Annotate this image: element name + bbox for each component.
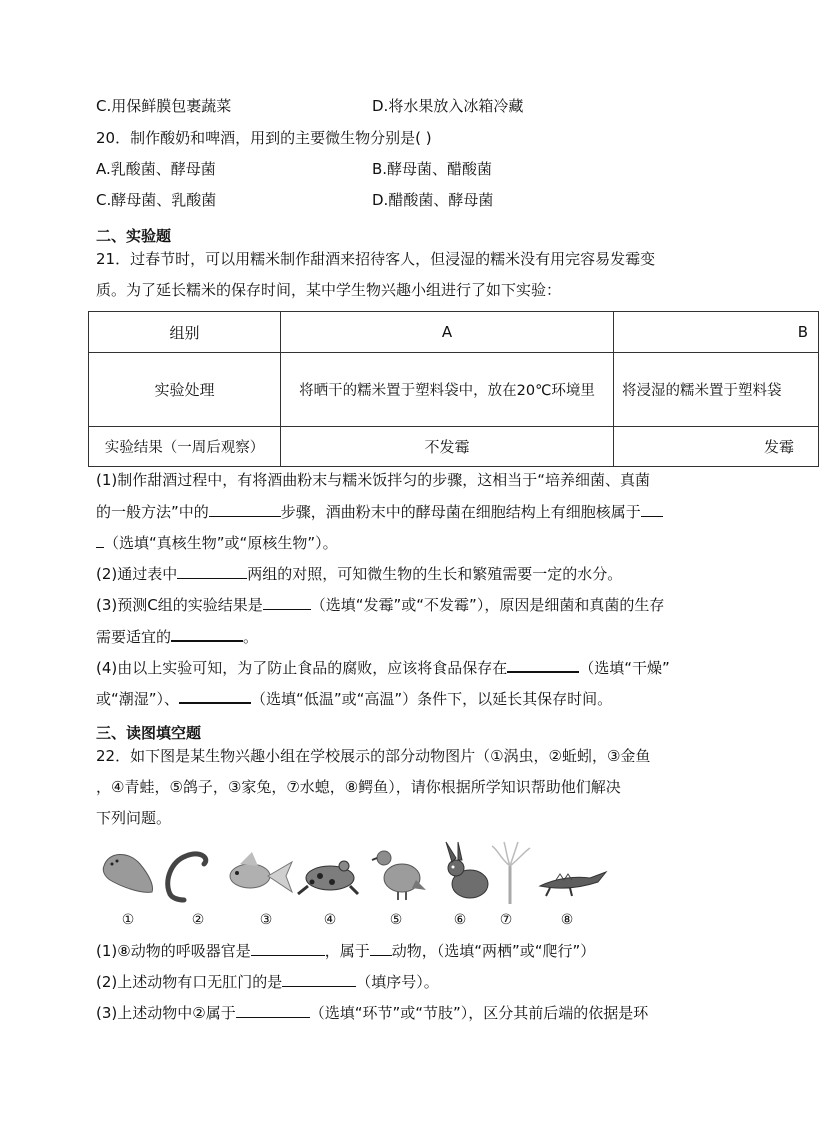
q22-p1-text-a: (1)⑧动物的呼吸器官是 [96, 942, 251, 960]
pigeon-icon [372, 851, 426, 900]
q20-option-a: A.乳酸菌、酵母菌 [96, 160, 216, 178]
q21-p4-line2 [96, 686, 612, 710]
q21-p3-line2 [96, 624, 258, 648]
q21-p4-text-a: (4)由以上实验可知，为了防止食品的腐败，应该将食品保存在 [96, 659, 508, 677]
q22-intro-line2: ，④青蛙，⑤鸽子，③家兔，⑦水螅，⑧鳄鱼），请你根据所学知识帮助他们解决 [96, 778, 621, 796]
q22-p3 [96, 1001, 648, 1024]
q19-option-d: D.将水果放入冰箱冷藏 [372, 97, 524, 115]
q21-intro-line2: 质。为了延长糯米的保存时间，某中学生物兴趣小组进行了如下实验： [96, 281, 562, 299]
experiment-table [88, 311, 819, 467]
q21-p2-text-b: 两组的对照，可知微生物的生长和繁殖需要一定的水分。 [247, 565, 623, 583]
q22-p3-text-b: （选填“环节”或“节肢”），区分其前后端的依据是环 [309, 1004, 649, 1022]
table-header-b: B [614, 312, 819, 353]
planarian-icon [103, 854, 152, 892]
q22-p3-text-a: (3)上述动物中②属于 [96, 1004, 236, 1022]
answer-blank[interactable] [96, 531, 104, 548]
q21-p1-text-a: 的一般方法”中的 [96, 503, 209, 521]
q21-p4-text-d: （选填“低温”或“高温”）条件下，以延长其保存时间。 [251, 690, 613, 708]
q21-p1-line2 [96, 500, 663, 523]
q21-p1-text-b: 步骤，酒曲粉末中的酵母菌在细胞结构上有细胞核属于 [280, 503, 641, 521]
q22-p1 [96, 939, 595, 962]
q22-p1-text-c: 动物，（选填“两栖”或“爬行”） [391, 942, 596, 960]
table-row-result [89, 427, 819, 467]
frog-icon [298, 861, 358, 894]
q21-p3-text-d: 。 [243, 628, 259, 646]
animal-label-8: ⑧ [560, 912, 574, 928]
q21-p1-text-c: （选填“真核生物”或“原核生物”）。 [104, 534, 338, 552]
q20-option-c: C.酵母菌、乳酸菌 [96, 191, 217, 209]
answer-blank[interactable] [251, 939, 325, 956]
answer-blank[interactable] [263, 593, 311, 610]
q21-p4-line1 [96, 655, 670, 679]
answer-blank[interactable] [179, 686, 251, 704]
q20-option-d: D.醋酸菌、酵母菌 [372, 191, 494, 209]
table-header-row [89, 312, 819, 353]
animal-label-7: ⑦ [499, 912, 513, 928]
animal-label-5: ⑤ [389, 912, 403, 928]
animal-label-2: ② [191, 912, 205, 928]
animal-pictures [100, 842, 610, 906]
q22-intro-line3: 下列问题。 [96, 809, 172, 827]
table-cell-result-b: 发霉 [614, 427, 819, 467]
animal-label-1: ① [121, 912, 135, 928]
q21-p3-line1 [96, 593, 664, 616]
q21-p1-line3 [96, 531, 338, 554]
q22-p2-text-a: (2)上述动物有口无肛门的是 [96, 973, 283, 991]
section-heading-reading: 三、读图填空题 [96, 724, 202, 742]
q22-p1-text-b: ，属于 [324, 942, 370, 960]
answer-blank[interactable] [177, 562, 247, 579]
q21-p3-text-c: 需要适宜的 [96, 628, 172, 646]
table-cell-result-label: 实验结果（一周后观察） [89, 427, 281, 467]
answer-blank[interactable] [209, 500, 281, 517]
table-cell-treatment-b: 将浸湿的糯米置于塑料袋 [614, 353, 819, 427]
q21-p1-line1: (1)制作甜酒过程中，有将酒曲粉末与糯米饭拌匀的步骤，这相当于“培养细菌、真菌 [96, 471, 651, 489]
answer-blank[interactable] [507, 655, 579, 673]
crocodile-icon [540, 872, 606, 896]
answer-blank[interactable] [236, 1001, 310, 1018]
answer-blank[interactable] [641, 500, 663, 517]
q21-p4-text-c: 或“潮湿”）、 [96, 690, 180, 708]
q22-intro-line1: 22．如下图是某生物兴趣小组在学校展示的部分动物图片（①涡虫，②蚯蚓，③金鱼 [96, 747, 651, 765]
answer-blank[interactable] [370, 939, 392, 956]
q21-intro-line1: 21．过春节时，可以用糯米制作甜酒来招待客人，但浸湿的糯米没有用完容易发霉变 [96, 250, 656, 268]
animal-label-3: ③ [259, 912, 273, 928]
q21-p2 [96, 562, 622, 585]
table-cell-result-a: 不发霉 [281, 427, 614, 467]
hydra-icon [492, 842, 530, 904]
q21-p3-text-a: (3)预测C组的实验结果是 [96, 596, 263, 614]
table-cell-treatment-a: 将晒干的糯米置于塑料袋中，放在20℃环境里 [281, 353, 614, 427]
q22-p2 [96, 970, 439, 993]
table-header-group: 组别 [89, 312, 281, 353]
q20-stem: 20．制作酸奶和啤酒，用到的主要微生物分别是( ) [96, 129, 432, 147]
table-header-a: A [281, 312, 614, 353]
q21-p4-text-b: （选填“干燥” [579, 659, 670, 677]
section-heading-experiment: 二、实验题 [96, 227, 172, 245]
q22-p2-text-b: （填序号）。 [356, 973, 439, 991]
animal-label-4: ④ [323, 912, 337, 928]
table-row-treatment [89, 353, 819, 427]
animal-label-6: ⑥ [453, 912, 467, 928]
table-cell-treatment-label: 实验处理 [89, 353, 281, 427]
answer-blank[interactable] [171, 624, 243, 642]
rabbit-icon [446, 842, 488, 898]
earthworm-icon [168, 854, 206, 900]
q20-option-b: B.酵母菌、醋酸菌 [372, 160, 493, 178]
goldfish-icon [230, 852, 292, 892]
answer-blank[interactable] [282, 970, 356, 987]
q19-option-c: C.用保鲜膜包裹蔬菜 [96, 97, 232, 115]
q21-p2-text-a: (2)通过表中 [96, 565, 178, 583]
q21-p3-text-b: （选填“发霉”或“不发霉”），原因是细菌和真菌的生存 [310, 596, 665, 614]
